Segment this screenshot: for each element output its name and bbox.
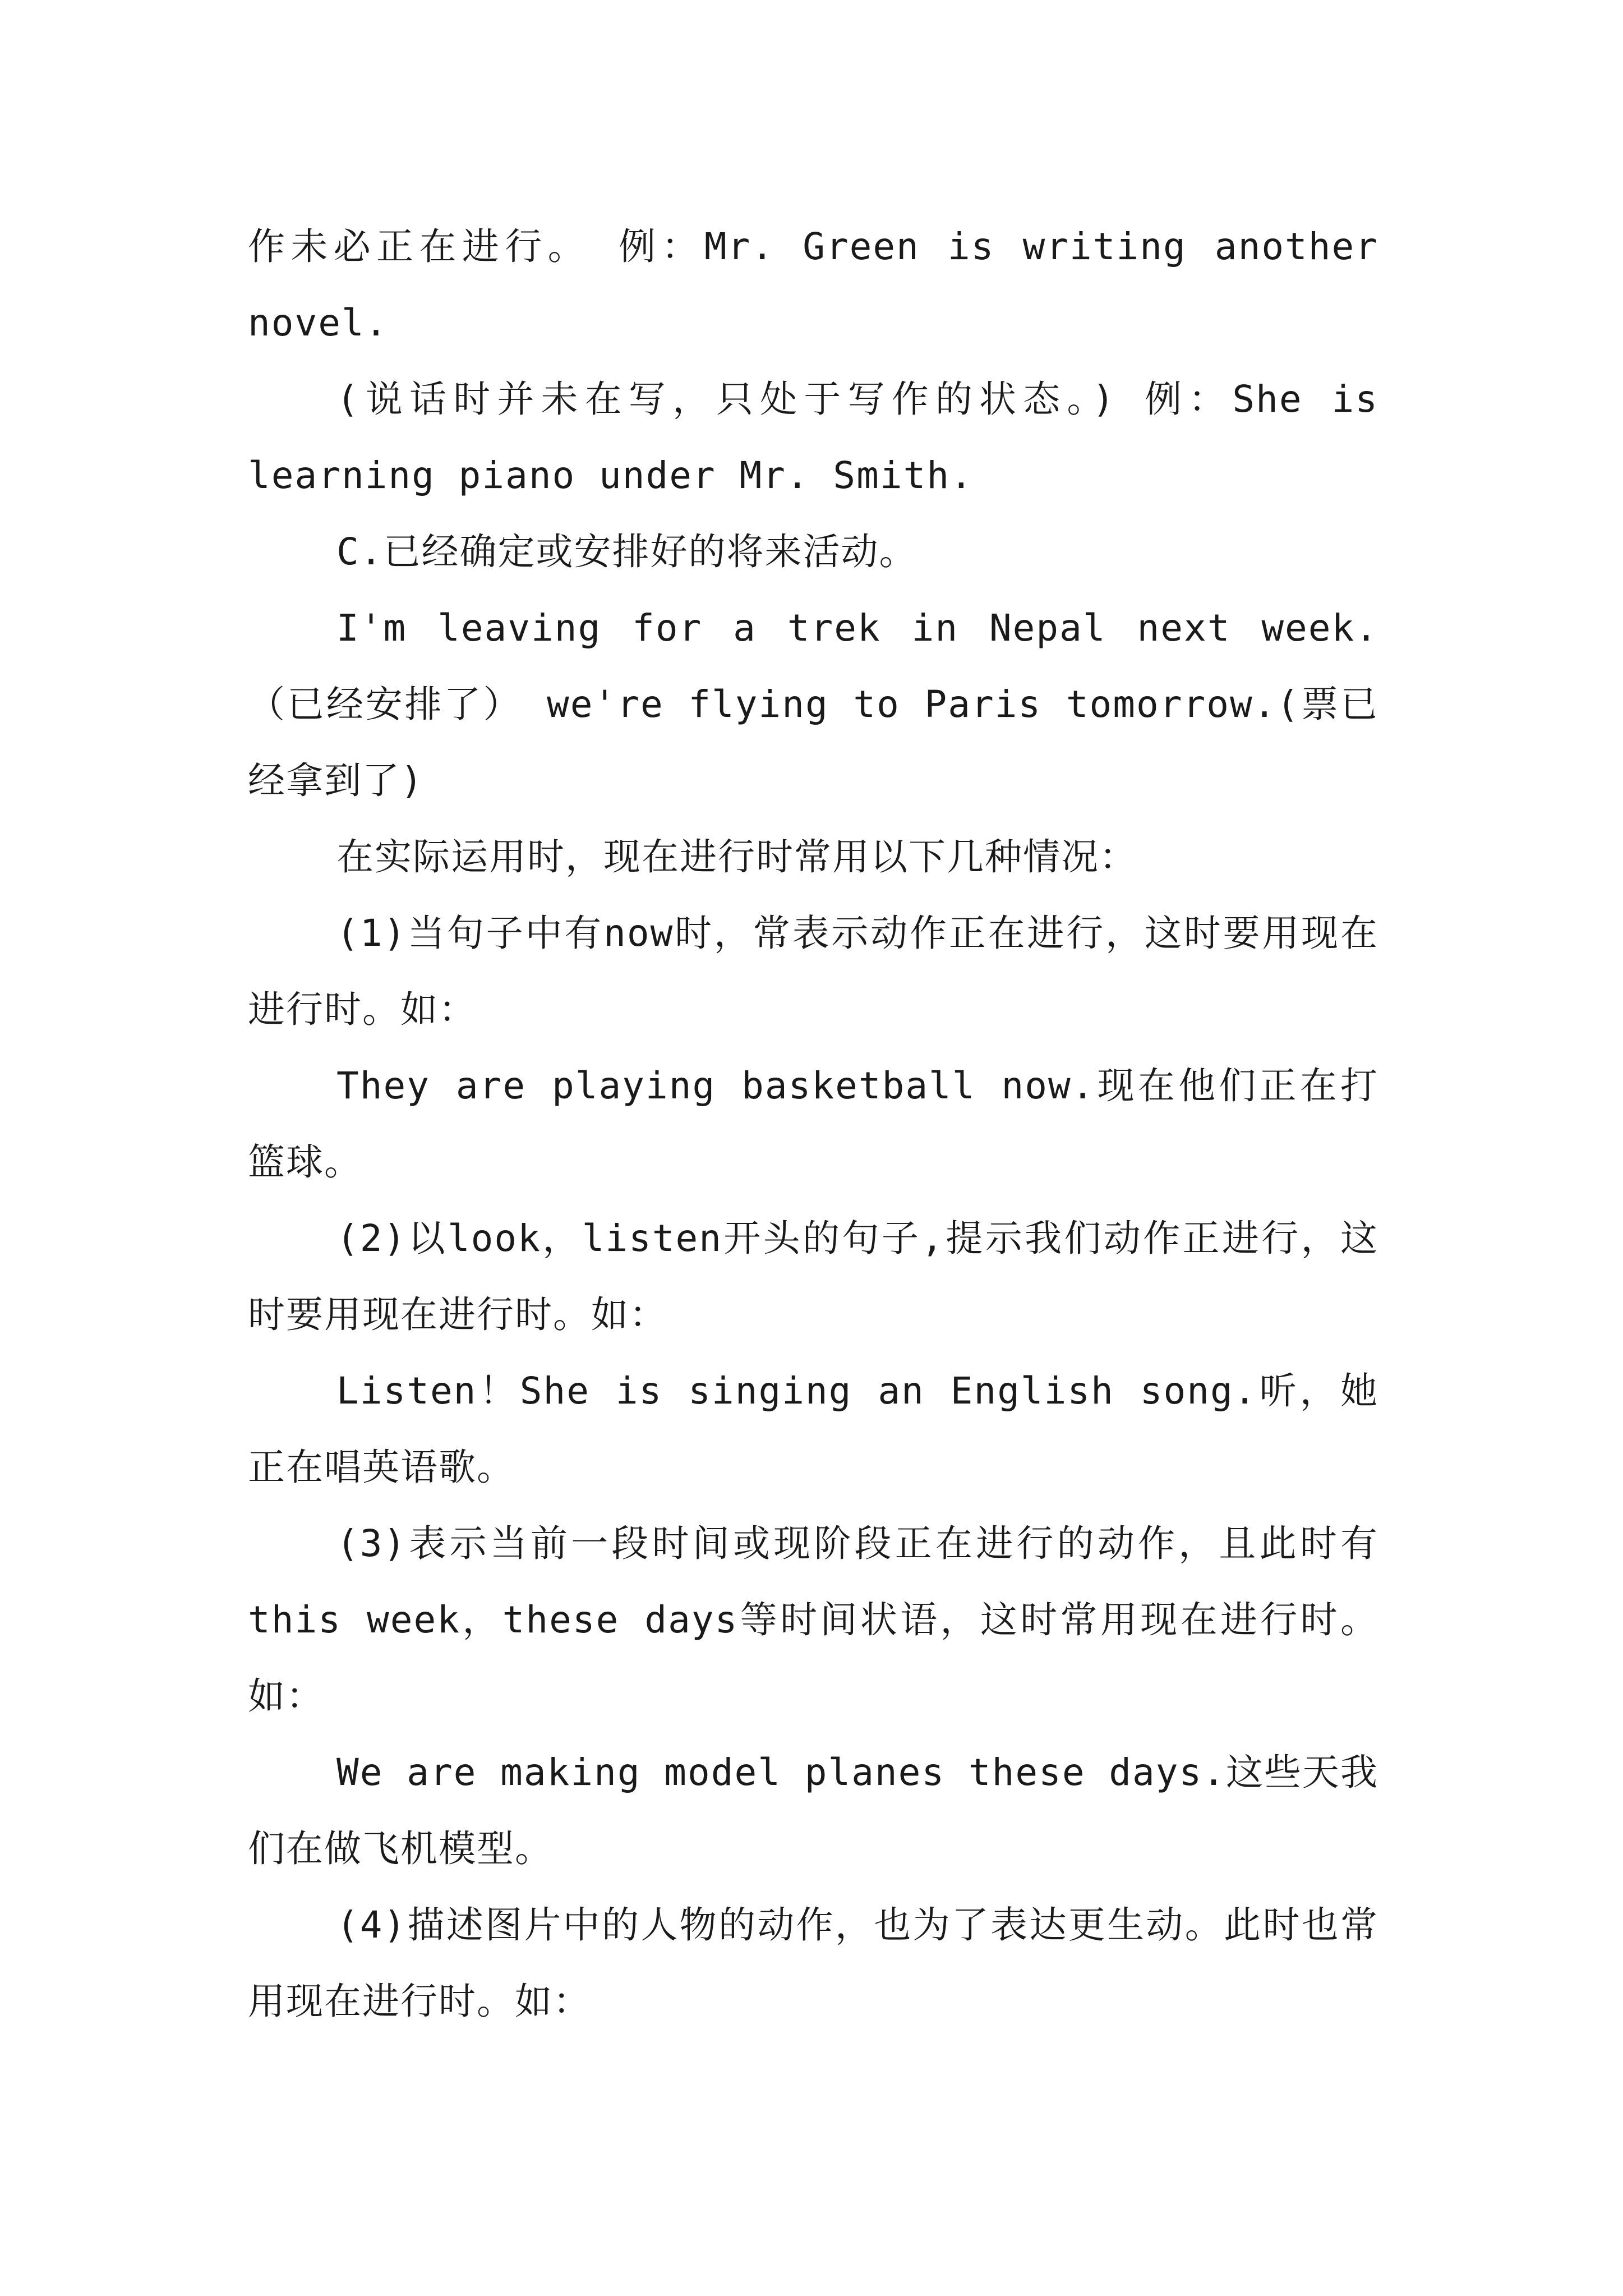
paragraph-6: (1)当句子中有now时，常表示动作正在进行，这时要用现在进行时。如： <box>248 912 1378 1031</box>
paragraph-3: C.已经确定或安排好的将来活动。 <box>336 530 917 573</box>
paragraph-10: (3)表示当前一段时间或现阶段正在进行的动作，且此时有this week，these days等时间状语，这时常用现在进行时。如： <box>248 1522 1378 1718</box>
paragraph-8: (2)以look，listen开头的句子,提示我们动作正进行，这时要用现在进行时。如： <box>248 1217 1378 1336</box>
paragraph-11: We are making model planes these days.这些天我们在做飞机模型。 <box>248 1751 1378 1870</box>
paragraph-5: 在实际运用时，现在进行时常用以下几种情况： <box>336 835 1137 878</box>
paragraph-2: (说话时并未在写，只处于写作的状态。) 例：She is learning piano under Mr. Smith. <box>248 378 1378 497</box>
paragraph-12: (4)描述图片中的人物的动作，也为了表达更生动。此时也常用现在进行时。如： <box>248 1903 1378 2023</box>
document-body <box>248 209 1378 2040</box>
paragraph-1: 作未必正在进行。 例：Mr. Green is writing another novel. <box>248 225 1378 344</box>
paragraph-4: I'm leaving for a trek in Nepal next week.（已经安排了） we're flying to Paris tomorrow.(票已经拿到了) <box>248 606 1378 802</box>
paragraph-9: Listen！She is singing an English song.听，她正在唱英语歌。 <box>248 1369 1378 1489</box>
paragraph-7: They are playing basketball now.现在他们正在打篮球。 <box>248 1064 1378 1184</box>
